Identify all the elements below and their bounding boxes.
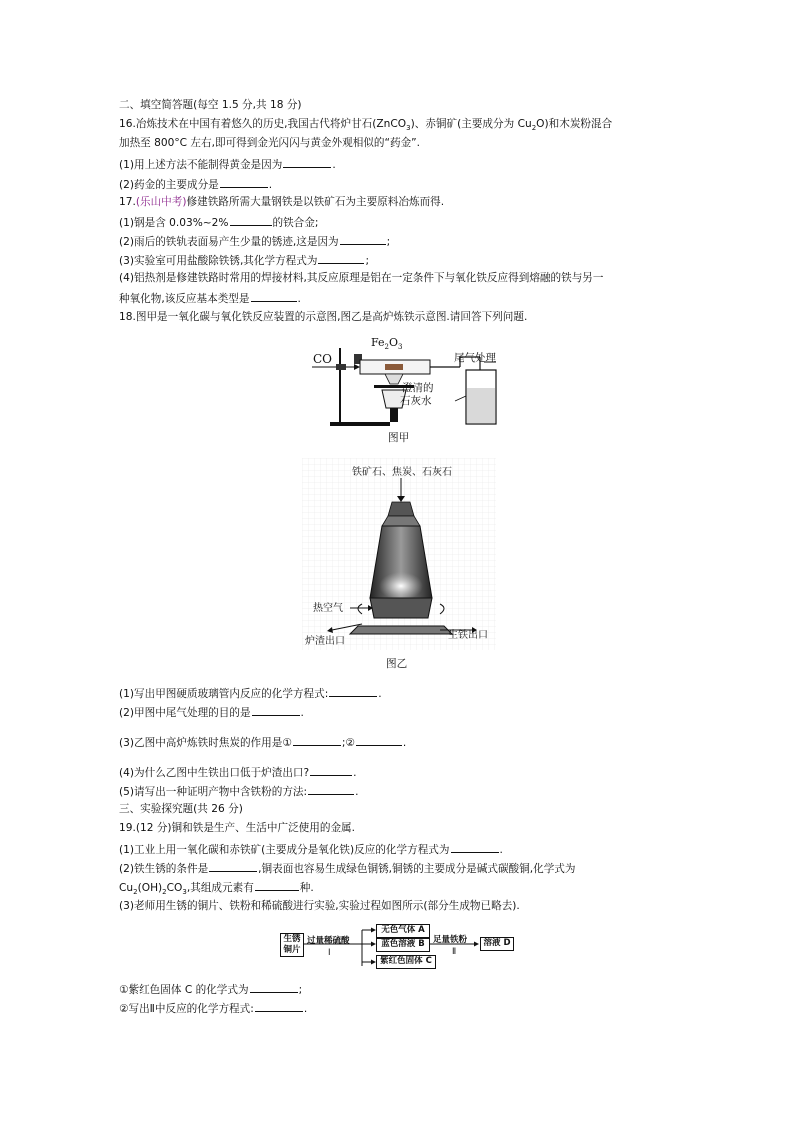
flow-gas-a: 无色气体 A xyxy=(376,924,430,938)
answer-blank[interactable] xyxy=(451,841,499,853)
q17-part4-line1: (4)铝热剂是修建铁路时常用的焊接材料,其反应原理是铝在一定条件下与氧化铁反应得到熔融的铁与另一 xyxy=(119,272,604,284)
q18-part2: (2)甲图中尾气处理的目的是 . xyxy=(119,704,304,720)
q18-part4: (4)为什么乙图中生铁出口低于炉渣出口? . xyxy=(119,764,357,780)
flame-icon xyxy=(385,374,403,384)
flow-label-iron: 足量铁粉 xyxy=(433,935,468,945)
flow-start-box: 生锈 铜片 xyxy=(280,933,304,957)
q19-part2-line1: (2)铁生锈的条件是 ,铜表面也容易生成绿色铜锈,铜锈的主要成分是碱式碳酸铜,化学式为 xyxy=(119,860,576,876)
answer-blank[interactable] xyxy=(329,685,377,697)
label-feed: 铁矿石、焦炭、石灰石 xyxy=(352,467,452,478)
arrow-head-icon xyxy=(354,364,360,370)
flow-solution-d: 溶液 D xyxy=(480,937,514,951)
stand-base xyxy=(330,422,390,426)
label-hot-air: 热空气 xyxy=(313,603,343,614)
figure-a-caption: 图甲 xyxy=(388,432,410,444)
label-tail-gas: 尾气处理 xyxy=(454,352,496,364)
label-fe2o3: $Fe_2O_3$ xyxy=(371,336,403,352)
figure-b-blast-furnace xyxy=(302,458,496,650)
answer-blank[interactable] xyxy=(255,1000,303,1012)
q18-part5: (5)请写出一种证明产物中含铁粉的方法: . xyxy=(119,783,358,799)
flow-label-acid: 过量稀硫酸 xyxy=(307,936,350,946)
section-2-title: 二、填空简答题(每空 1.5 分,共 18 分) xyxy=(119,99,302,111)
furnace-base xyxy=(350,626,452,634)
q18-part3: (3)乙图中高炉炼铁时焦炭的作用是① ;② . xyxy=(119,734,406,750)
answer-blank[interactable] xyxy=(283,156,331,168)
answer-blank[interactable] xyxy=(209,860,257,872)
lime-water-liquid xyxy=(467,388,495,423)
furnace-top xyxy=(388,502,414,516)
label-pig-iron-outlet: 生铁出口 xyxy=(448,630,488,641)
answer-blank[interactable] xyxy=(293,734,341,746)
answer-blank[interactable] xyxy=(250,981,298,993)
q17-part1: (1)钢是含 0.03%~2% 的铁合金; xyxy=(119,214,318,230)
arrow-head-icon xyxy=(474,942,479,947)
fe2o3-sample xyxy=(385,364,403,370)
section-3-title: 三、实验探究题(共 26 分) xyxy=(119,803,243,815)
q17-part4-line2: 种氧化物,该反应基本类型是 . xyxy=(119,290,301,306)
q16-part1: (1)用上述方法不能制得黄金是因为 . xyxy=(119,156,336,172)
q16-part2: (2)药金的主要成分是 . xyxy=(119,176,272,192)
q18-part1: (1)写出甲图硬质玻璃管内反应的化学方程式: . xyxy=(119,685,382,701)
q17-part3: (3)实验室可用盐酸除铁锈,其化学方程式为 ; xyxy=(119,252,369,268)
hearth xyxy=(370,598,432,618)
q19-sub2: ②写出Ⅱ中反应的化学方程式: . xyxy=(119,1000,307,1016)
answer-blank[interactable] xyxy=(252,704,300,716)
label-lime-water-2: 石灰水 xyxy=(400,395,432,407)
q16-line2: 加热至 800°C 左右,即可得到金光闪闪与黄金外观相似的“药金”. xyxy=(119,137,421,149)
q17-part2: (2)雨后的铁轨表面易产生少量的锈迹,这是因为 ; xyxy=(119,233,390,249)
label-co: CO xyxy=(313,352,333,366)
label-lime-water-1: 澄清的 xyxy=(402,382,434,394)
answer-blank[interactable] xyxy=(255,879,299,891)
q19-part1: (1)工业上用一氧化碳和赤铁矿(主要成分是氧化铁)反应的化学方程式为 . xyxy=(119,841,503,857)
flow-solid-c: 紫红色固体 C xyxy=(376,955,436,969)
answer-blank[interactable] xyxy=(251,290,297,302)
label-slag-outlet: 炉渣出口 xyxy=(305,636,345,647)
answer-blank[interactable] xyxy=(310,764,352,776)
answer-blank[interactable] xyxy=(230,214,272,226)
q19-part3: (3)老师用生锈的铜片、铁粉和稀硫酸进行实验,实验过程如图所示(部分生成物已略去). xyxy=(119,900,520,912)
q19-sub1: ①紫红色固体 C 的化学式为 ; xyxy=(119,981,302,997)
q17-source-tag: (乐山中考) xyxy=(135,196,187,208)
answer-blank[interactable] xyxy=(318,252,364,264)
flow-label-step-1: Ⅰ xyxy=(328,948,331,958)
answer-blank[interactable] xyxy=(340,233,386,245)
q19-part2-line2: $Cu_2(OH)_2CO_3$,其组成元素有 种. xyxy=(119,879,314,899)
answer-blank[interactable] xyxy=(356,734,402,746)
flow-label-step-2: Ⅱ xyxy=(452,947,457,957)
answer-blank[interactable] xyxy=(308,783,354,795)
q17-intro: 17.(乐山中考)修建铁路所需大量钢铁是以铁矿石为主要原料冶炼而得. xyxy=(119,196,445,208)
figure-b-caption: 图乙 xyxy=(386,658,408,670)
flow-solution-b: 蓝色溶液 B xyxy=(376,938,430,952)
q19-intro: 19.(12 分)铜和铁是生产、生活中广泛使用的金属. xyxy=(119,822,356,834)
q18-intro: 18.图甲是一氧化碳与氧化铁反应装置的示意图,图乙是高炉炼铁示意图.请回答下列问题. xyxy=(119,311,528,323)
q16-line1: 16.冶炼技术在中国有着悠久的历史,我国古代将炉甘石(ZnCO$_3$)、赤铜矿(主要成分为 $Cu_2O$)和木炭粉混合 xyxy=(119,118,613,133)
answer-blank[interactable] xyxy=(220,176,268,188)
